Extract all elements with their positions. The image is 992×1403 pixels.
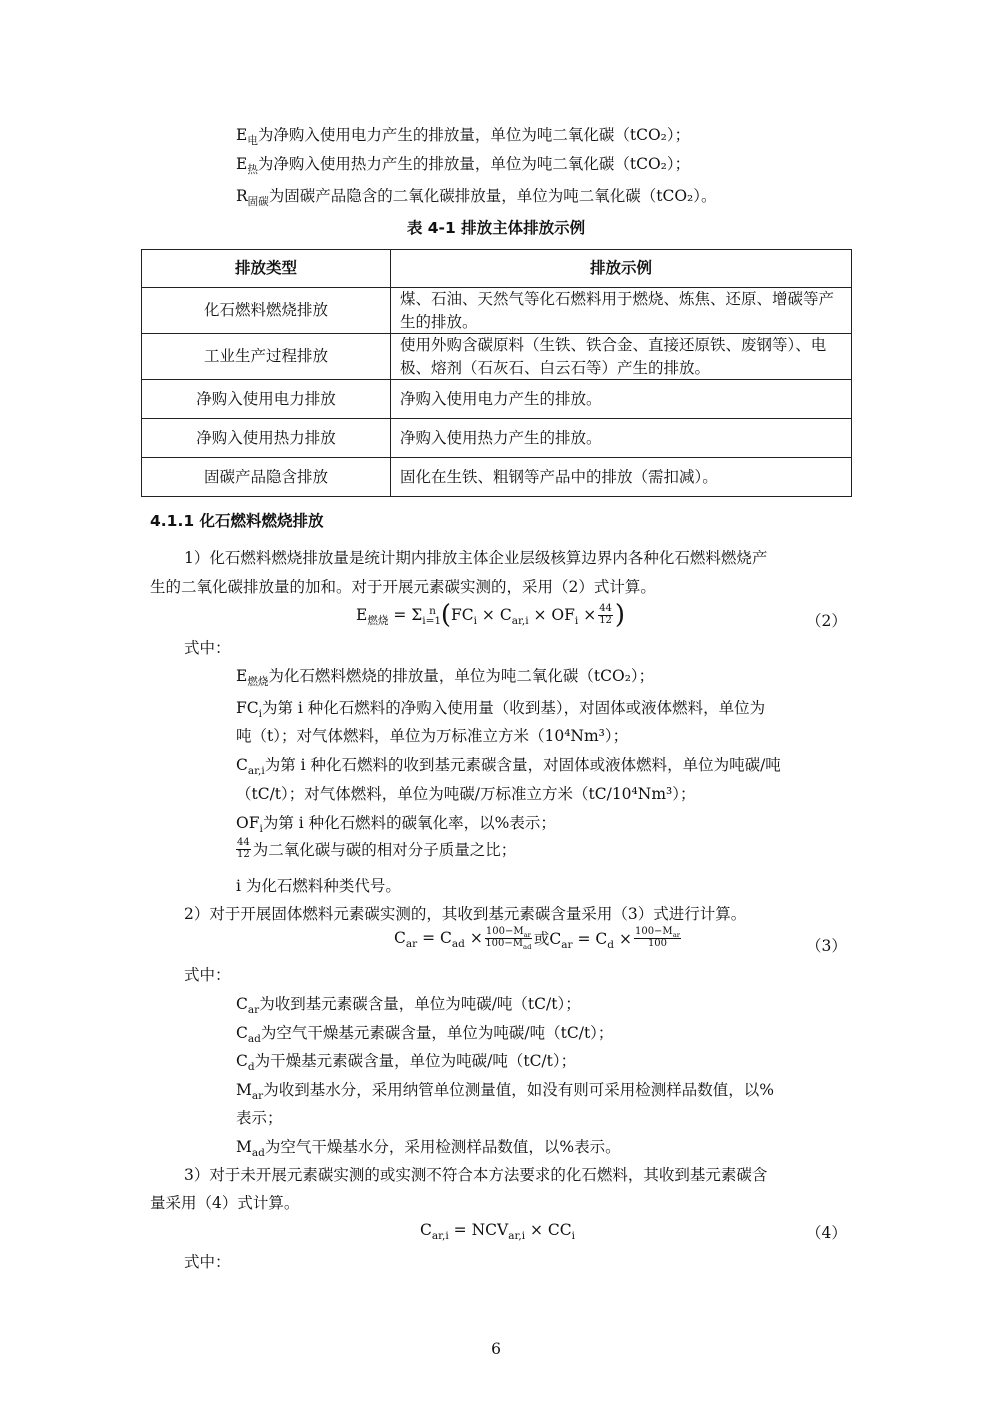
table-row: [142, 288, 852, 334]
para1-line1: 1）化石燃料燃烧排放量是统计期内排放主体企业层级核算边界内各种化石燃料燃烧产: [184, 549, 768, 567]
def-i: i 为化石燃料种类代号。: [236, 877, 401, 895]
def-car: $C_{ar}$为收到基元素碳含量，单位为吨碳/吨（tC/t）；: [236, 995, 581, 1017]
table-cell-example: 固化在生铁、粗钢等产品中的排放（需扣减）。: [391, 458, 852, 497]
table-cell-type: 净购入使用热力排放: [142, 419, 391, 458]
table-cell-example: 净购入使用热力产生的排放。: [391, 419, 852, 458]
table-row: [142, 458, 852, 497]
def-r-carbon: $R_{固碳}$为固碳产品隐含的二氧化碳排放量，单位为吨二氧化碳（tCO₂）。: [236, 187, 717, 209]
table-cell-type: 化石燃料燃烧排放: [142, 288, 391, 334]
def-mar-cont: 表示；: [236, 1109, 283, 1127]
where-label: 式中：: [184, 639, 231, 657]
eq3-number: （3）: [806, 937, 847, 955]
def-cad: $C_{ad}$为空气干燥基元素碳含量，单位为吨碳/吨（tC/t）；: [236, 1024, 614, 1046]
table-header-row: [142, 250, 852, 288]
def-e-combustion: $E_{燃烧}$为化石燃料燃烧的排放量，单位为吨二氧化碳（tCO₂）；: [236, 667, 655, 689]
table-caption: 表 4-1 排放主体排放示例: [406, 219, 586, 237]
para1-line2: 生的二氧化碳排放量的加和。对于开展元素碳实测的，采用（2）式计算。: [150, 578, 656, 596]
table-row: [142, 334, 852, 380]
def-e-heat: $E_热$为净购入使用热力产生的排放量，单位为吨二氧化碳（tCO₂）；: [236, 155, 691, 177]
eq2-number: （2）: [806, 612, 847, 630]
para3-line1: 3）对于未开展元素碳实测的或实测不符合本方法要求的化石燃料，其收到基元素碳含: [184, 1166, 768, 1184]
section-title: 4.1.1 化石燃料燃烧排放: [150, 512, 324, 530]
para2: 2）对于开展固体燃料元素碳实测的，其收到基元素碳含量采用（3）式进行计算。: [184, 905, 747, 923]
table-row: [142, 419, 852, 458]
def-fc-cont: 吨（t）；对气体燃料，单位为万标准立方米（10⁴Nm³）；: [236, 727, 629, 745]
table-header-example: 排放示例: [391, 250, 852, 288]
def-car-i: $C_{ar,i}$为第 i 种化石燃料的收到基元素碳含量，对固体或液体燃料，单位为吨碳/吨: [236, 756, 781, 778]
equation-3: $C_{ar} = C_{ad}$ × $\frac{100-M_{ar}}{100-M_{ad}}$ 或$C_{ar} = C_d$ × $\frac{100-M_{ar}}{100}$: [394, 926, 680, 952]
equation-4: $C_{ar,i} = NCV_{ar,i} \times CC_i$: [420, 1221, 576, 1243]
table-row: [142, 380, 852, 419]
page-number: 6: [491, 1340, 501, 1358]
where-label: 式中：: [184, 966, 231, 984]
equation-2: $E_{燃烧} = \Sigma_{i=1}^n$ ( $FC_i \times C_{ar,i} \times OF_i$ × $\frac{44}{12}$ ): [356, 600, 626, 630]
where-label: 式中：: [184, 1253, 231, 1271]
def-cd: $C_d$为干燥基元素碳含量，单位为吨碳/吨（tC/t）；: [236, 1052, 577, 1074]
table-cell-type: 固碳产品隐含排放: [142, 458, 391, 497]
table-cell-type: 工业生产过程排放: [142, 334, 391, 380]
emission-table: [141, 249, 852, 497]
def-mar: $M_{ar}$为收到基水分，采用纳管单位测量值，如没有则可采用检测样品数值，以%: [236, 1081, 774, 1103]
def-fc: $FC_i$为第 i 种化石燃料的净购入使用量（收到基），对固体或液体燃料，单位为: [236, 699, 766, 721]
table-cell-type: 净购入使用电力排放: [142, 380, 391, 419]
def-mad: $M_{ad}$为空气干燥基水分，采用检测样品数值，以%表示。: [236, 1138, 621, 1160]
def-e-electric: $E_电$为净购入使用电力产生的排放量，单位为吨二氧化碳（tCO₂）；: [236, 126, 691, 148]
def-car-i-cont: （tC/t）；对气体燃料，单位为吨碳/万标准立方米（tC/10⁴Nm³）；: [236, 785, 696, 803]
table-cell-example: 净购入使用电力产生的排放。: [391, 380, 852, 419]
def-ratio: $\frac{44}{12}$ 为二氧化碳与碳的相对分子质量之比；: [237, 837, 517, 860]
para3-line2: 量采用（4）式计算。: [150, 1194, 300, 1212]
table-cell-example: 煤、石油、天然气等化石燃料用于燃烧、炼焦、还原、增碳等产生的排放。: [391, 288, 852, 334]
def-of: $OF_i$为第 i 种化石燃料的碳氧化率，以%表示；: [236, 814, 556, 836]
eq4-number: （4）: [806, 1224, 847, 1242]
table-cell-example: 使用外购含碳原料（生铁、铁合金、直接还原铁、废钢等）、电极、熔剂（石灰石、白云石等）产生的排放。: [391, 334, 852, 380]
table-header-type: 排放类型: [142, 250, 391, 288]
